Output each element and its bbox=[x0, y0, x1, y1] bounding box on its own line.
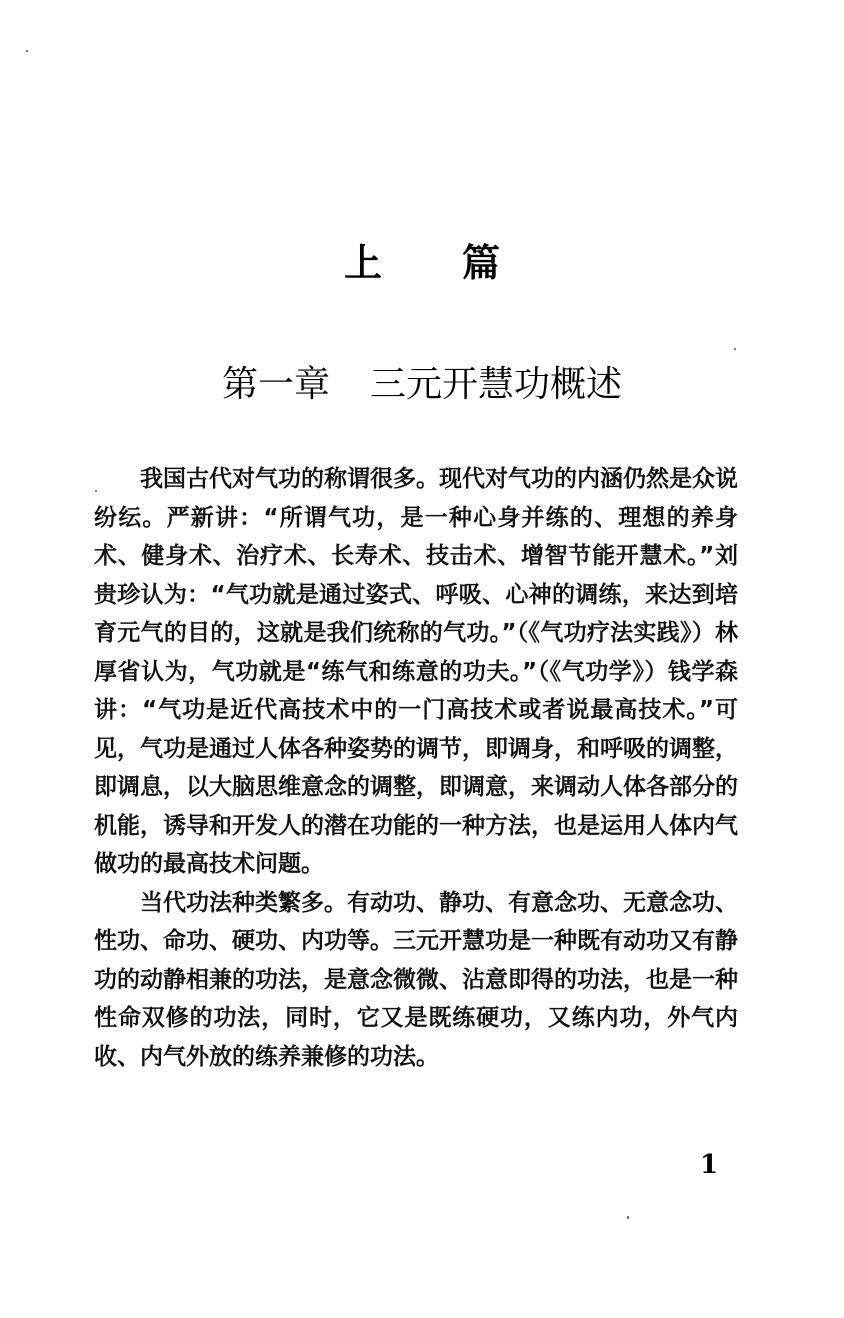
scan-speck bbox=[627, 1216, 629, 1219]
chapter-body bbox=[94, 460, 738, 1076]
chapter-heading bbox=[0, 360, 844, 410]
paragraph: 当代功法种类繁多。有动功、静功、有意念功、无意念功、性功、命功、硬功、内功等。三元开慧功是一种既有动功又有静功的动静相兼的功法，是意念微微、沾意即得的功法，也是一种性命双修的功法，同时，它又是既练硬功，又练内功，外气内收、内气外放的练养兼修的功法。 bbox=[94, 889, 738, 1070]
scan-speck bbox=[95, 490, 97, 492]
page-number: 1 bbox=[699, 1150, 719, 1180]
paragraph: 我国古代对气功的称谓很多。现代对气功的内涵仍然是众说纷纭。严新讲：“所谓气功，是一种心身并练的、理想的养身术、健身术、治疗术、长寿术、技击术、增智节能开慧术。”刘贵珍认为：“气功就是通过姿式、呼吸、心神的调练，来达到培育元气的目的，这就是我们统称的气功。”（《气功疗法实践》）林厚省认为，气功就是“练气和练意的功夫。”（《气功学》）钱学森讲：“气功是近代高技术中的一门高技术或者说最高技术。”可见，气功是通过人体各种姿势的调节，即调身，和呼吸的调整，即调息，以大脑思维意念的调整，即调意，来调动人体各部分的机能，诱导和开发人的潜在功能的一种方法，也是运用人体内气做功的最高技术问题。 bbox=[94, 466, 738, 877]
chapter-number: 第一章 bbox=[221, 364, 330, 405]
chapter-title: 三元开慧功概述 bbox=[370, 364, 623, 405]
scan-speck bbox=[734, 348, 736, 350]
scan-speck bbox=[26, 50, 28, 52]
part-title: 上篇 bbox=[343, 241, 580, 285]
